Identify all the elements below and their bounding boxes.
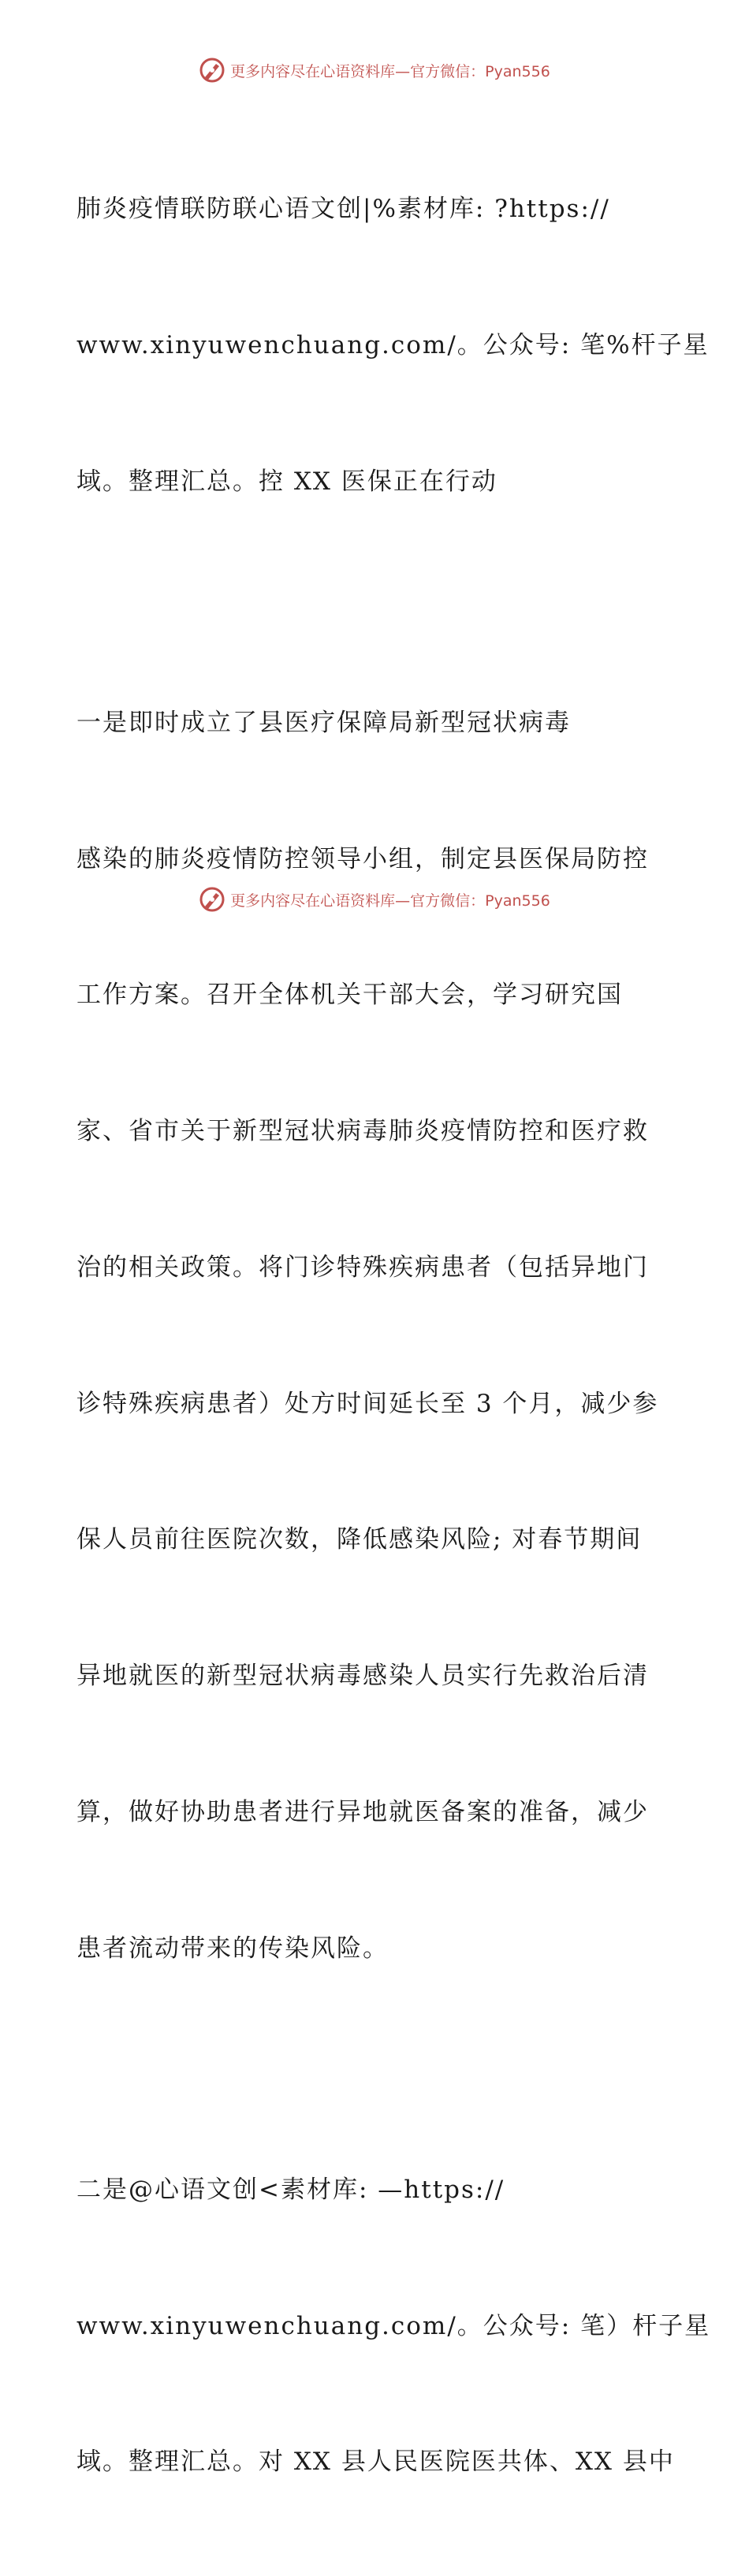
watermark-text: 更多内容尽在心语资料库—官方微信：Pyan556 (230, 62, 550, 80)
pen-logo-icon (199, 886, 225, 913)
watermark-text: 更多内容尽在心语资料库—官方微信：Pyan556 (230, 892, 550, 910)
paragraph-3 (76, 2077, 711, 2576)
paragraph-2 (76, 610, 676, 2063)
text-line: www.xinyuwenchuang.com/。公众号: 笔）杆子星 (76, 2311, 711, 2340)
text-line: 算，做好协助患者进行异地就医备案的准备，减少 (76, 1797, 649, 1826)
text-line: 肺炎疫情联防联心语文创|%素材库: ?https:// (76, 195, 610, 224)
text-line: 异地就医的新型冠状病毒感染人员实行先救治后清 (76, 1662, 649, 1691)
text-line: 域。整理汇总。控 XX 医保正在行动 (76, 467, 497, 496)
paragraph-1 (76, 96, 710, 596)
text-line: 二是@心语文创<素材库: —https:// (76, 2175, 505, 2204)
text-line: 保人员前往医院次数，降低感染风险; 对春节期间 (76, 1525, 643, 1554)
document-body (76, 96, 711, 2576)
text-line: 一是即时成立了县医疗保障局新型冠状病毒 (76, 708, 571, 737)
text-line: www.xinyuwenchuang.com/。公众号: 笔%杆子星 (76, 330, 710, 359)
text-line: 治的相关政策。将门诊特殊疾病患者（包括异地门 (76, 1253, 649, 1282)
text-line: 诊特殊疾病患者）处方时间延长至 3 个月，减少参 (76, 1389, 659, 1418)
header-watermark (0, 50, 749, 90)
footer-watermark (0, 880, 749, 919)
text-line: 感染的肺炎疫情防控领导小组，制定县医保局防控 (76, 844, 649, 873)
text-line: 患者流动带来的传染风险。 (76, 1934, 389, 1963)
text-line: 工作方案。召开全体机关干部大会，学习研究国 (76, 981, 623, 1010)
text-line: 家、省市关于新型冠状病毒肺炎疫情防控和医疗救 (76, 1117, 649, 1146)
pen-logo-icon (199, 57, 225, 84)
text-line: 域。整理汇总。对 XX 县人民医院医共体、XX 县中 (76, 2448, 675, 2477)
